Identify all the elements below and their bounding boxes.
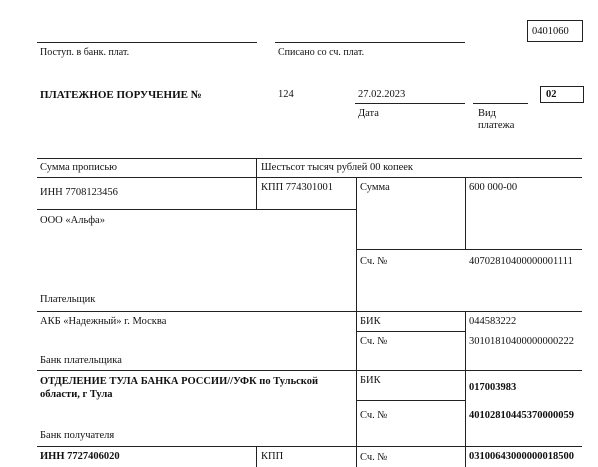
payer-bank-label: Банк плательщика — [40, 355, 122, 366]
date-line — [355, 103, 465, 104]
received-label: Поступ. в банк. плат. — [40, 47, 130, 58]
payer-bottom-line — [37, 311, 582, 312]
sum-label: Сумма — [360, 182, 390, 193]
recipient-bank-bottom-line — [37, 446, 582, 447]
payer-bank-bik: 044583222 — [469, 316, 517, 327]
payer-name: ООО «Альфа» — [40, 215, 105, 226]
payment-type-label: Вид платежа — [478, 108, 515, 131]
recipient-account-label: Сч. № — [360, 452, 388, 463]
payer-bank-account-label: Сч. № — [360, 336, 388, 347]
payer-bank-bik-label: БИК — [360, 316, 381, 327]
recipient-account: 03100643000000018500 — [469, 451, 574, 462]
recipient-kpp-label: КПП — [261, 451, 284, 462]
order-number: 124 — [278, 89, 294, 100]
recipient-bank-bik-label: БИК — [360, 375, 381, 386]
recipient-inn-kpp-divider — [256, 446, 257, 467]
payer-account: 40702810400000001111 — [469, 256, 573, 267]
recipient-bank-account: 40102810445370000059 — [469, 410, 574, 421]
inn-kpp-divider — [256, 177, 257, 209]
recipient-bank-account-label: Сч. № — [360, 410, 388, 421]
recipient-inn: ИНН 7727406020 — [40, 451, 120, 462]
debited-label: Списано со сч. плат. — [278, 47, 365, 58]
payment-type-code: 02 — [546, 89, 557, 100]
order-title: ПЛАТЕЖНОЕ ПОРУЧЕНИЕ № — [40, 89, 202, 101]
payer-bank-account: 30101810400000000222 — [469, 336, 574, 347]
sum-bottom-line — [356, 249, 582, 250]
recipient-bank-bik-line — [356, 400, 465, 401]
recipient-bank-name: ОТДЕЛЕНИЕ ТУЛА БАНКА РОССИИ//УФК по Тульской области, г Тула — [40, 376, 318, 400]
middle-column-line — [356, 177, 357, 467]
inn-bottom-line — [37, 209, 356, 210]
payer-kpp: КПП 774301001 — [261, 182, 334, 193]
payer-bank-bik-line — [356, 331, 465, 332]
payer-bank-name: АКБ «Надежный» г. Москва — [40, 316, 167, 327]
recipient-bank-bik: 017003983 — [469, 382, 517, 393]
sum-value: 600 000-00 — [469, 182, 518, 193]
debited-line — [275, 42, 465, 43]
amount-words: Шестьсот тысяч рублей 00 копеек — [261, 162, 414, 173]
words-bottom-line — [37, 177, 582, 178]
words-top-line — [37, 158, 582, 159]
payment-type-line — [473, 103, 528, 104]
order-date: 27.02.2023 — [358, 89, 406, 100]
received-line — [37, 42, 257, 43]
payer-bank-right-line — [465, 311, 466, 467]
payer-account-label: Сч. № — [360, 256, 388, 267]
payer-inn: ИНН 7708123456 — [40, 187, 118, 198]
right-column-line — [465, 177, 466, 249]
payer-bank-bottom-line — [37, 370, 582, 371]
date-label: Дата — [358, 108, 379, 119]
payer-label: Плательщик — [40, 294, 96, 305]
recipient-bank-label: Банк получателя — [40, 430, 115, 441]
words-label: Сумма прописью — [40, 162, 118, 173]
words-divider — [256, 158, 257, 178]
form-code: 0401060 — [532, 26, 569, 37]
